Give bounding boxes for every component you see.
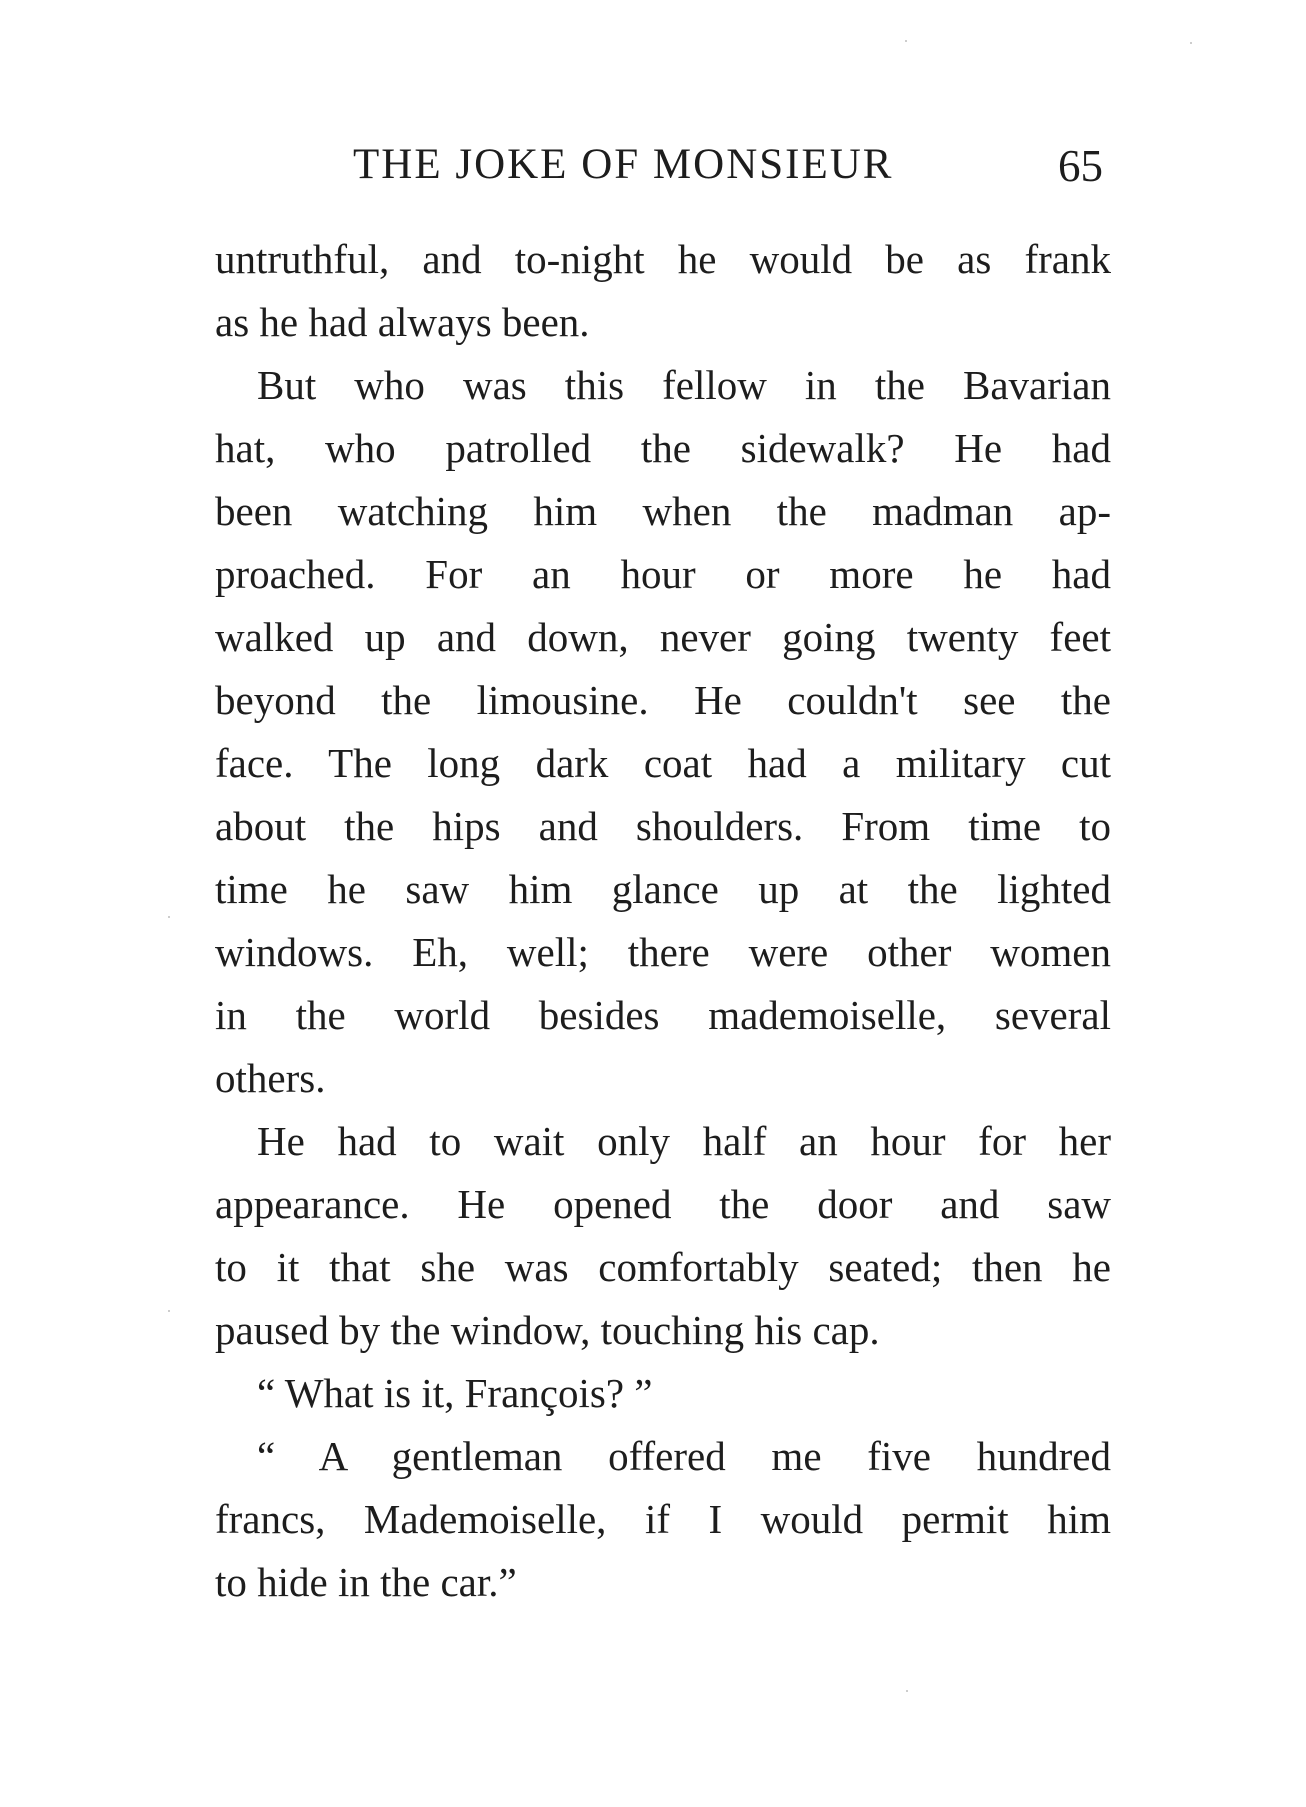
- text-line: beyond the limousine. He couldn't see the: [215, 677, 1111, 723]
- text-line: to hide in the car.”: [215, 1559, 517, 1605]
- text-line: paused by the window, touching his cap.: [215, 1307, 880, 1353]
- text-line: He had to wait only half an hour for her: [257, 1118, 1111, 1164]
- page-header: [215, 140, 1115, 200]
- scan-speck: [906, 1690, 908, 1692]
- page-body-text: [215, 228, 1111, 1614]
- text-line: been watching him when the madman ap-: [215, 488, 1111, 534]
- text-line: to it that she was comfortably seated; then he: [215, 1244, 1111, 1290]
- running-head: THE JOKE OF MONSIEUR: [353, 141, 894, 188]
- text-line: in the world besides mademoiselle, several: [215, 992, 1111, 1038]
- text-line: appearance. He opened the door and saw: [215, 1181, 1111, 1227]
- text-line: “ What is it, François? ”: [257, 1370, 653, 1416]
- scan-speck: [905, 40, 907, 42]
- text-line: time he saw him glance up at the lighted: [215, 866, 1111, 912]
- scan-speck: [168, 1310, 170, 1312]
- text-line: windows. Eh, well; there were other women: [215, 929, 1111, 975]
- text-line: untruthful, and to-night he would be as frank: [215, 236, 1111, 282]
- page-number: 65: [1058, 141, 1103, 191]
- text-line: about the hips and shoulders. From time to: [215, 803, 1111, 849]
- scan-speck: [168, 916, 170, 918]
- text-line: hat, who patrolled the sidewalk? He had: [215, 425, 1111, 471]
- text-line: francs, Mademoiselle, if I would permit him: [215, 1496, 1111, 1542]
- text-line: “ A gentleman offered me five hundred: [257, 1433, 1111, 1479]
- text-line: proached. For an hour or more he had: [215, 551, 1111, 597]
- text-line: walked up and down, never going twenty feet: [215, 614, 1111, 660]
- text-line: as he had always been.: [215, 299, 590, 345]
- scan-speck: [1190, 42, 1192, 44]
- text-line: others.: [215, 1055, 326, 1101]
- text-line: face. The long dark coat had a military cut: [215, 740, 1111, 786]
- text-line: But who was this fellow in the Bavarian: [257, 362, 1111, 408]
